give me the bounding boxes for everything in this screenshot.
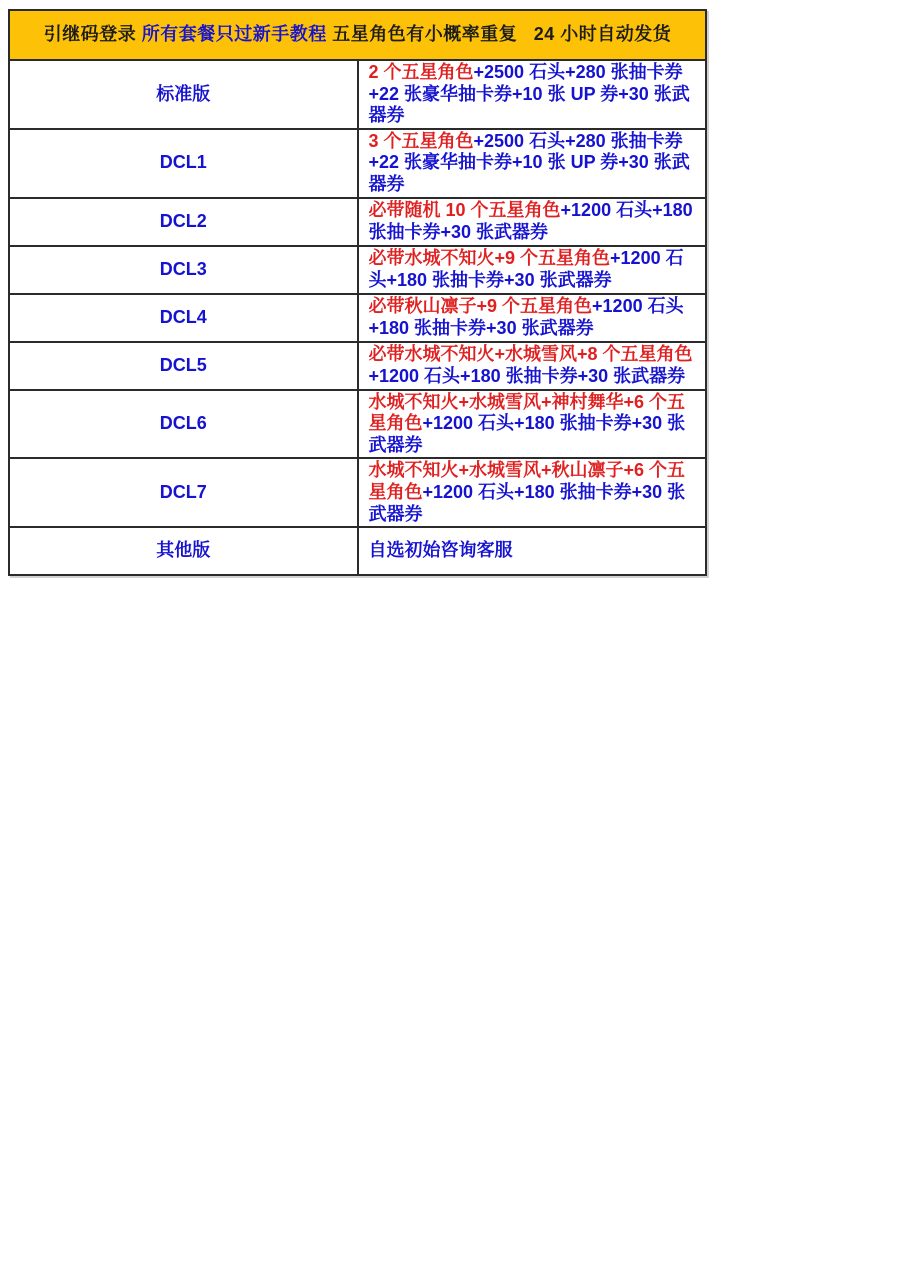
desc-red-segment: 水城不知火+水城雪风+神村舞华+6 个五星角色 (368, 391, 686, 434)
header-text-duplicate-note: 五星角色有小概率重复 (326, 24, 518, 45)
table-header (9, 10, 706, 60)
header-text-shipping-note: 24 小时自动发货 (517, 24, 672, 45)
desc-red-segment: 2 个五星角色 (368, 62, 474, 82)
header-row (9, 10, 706, 60)
row-desc-dcl1 (358, 129, 707, 198)
row-label-dcl2: DCL2 (9, 198, 358, 246)
row-label-dcl6: DCL6 (9, 390, 358, 459)
table-row (9, 60, 706, 129)
table-row (9, 342, 706, 390)
desc-blue-segment: +1200 石头+180 张抽卡券+30 张武器券 (368, 247, 684, 290)
desc-blue-segment: +1200 石头+180 张抽卡券+30 张武器券 (368, 295, 684, 338)
table-row (9, 458, 706, 527)
row-desc-dcl7 (358, 458, 707, 527)
desc-red-segment: 水城不知火+水城雪风+秋山凛子+6 个五星角色 (368, 460, 686, 502)
row-label-dcl1: DCL1 (9, 129, 358, 198)
desc-blue-segment: +1200 石头+180 张抽卡券+30 张武器券 (368, 199, 698, 242)
desc-red-segment: 必带随机 10 个五星角色 (368, 199, 561, 220)
desc-blue-segment: +2500 石头+280 张抽卡券+22 张豪华抽卡券+10 张 UP 券+30 张武器券 (368, 130, 690, 194)
desc-blue-segment: +1200 石头+180 张抽卡券+30 张武器券 (368, 413, 686, 455)
row-desc-dcl4 (358, 294, 707, 342)
row-desc-standard (358, 60, 707, 129)
desc-blue-segment: +1200 石头+180 张抽卡券+30 张武器券 (368, 365, 686, 386)
table-row (9, 390, 706, 459)
price-table (8, 9, 707, 576)
row-label-other: 其他版 (9, 527, 358, 575)
table-row (9, 294, 706, 342)
row-label-dcl5: DCL5 (9, 342, 358, 390)
desc-red-segment: 3 个五星角色 (368, 130, 474, 151)
header-text-tutorial-note: 所有套餐只过新手教程 (141, 24, 327, 45)
desc-blue-segment: +1200 石头+180 张抽卡券+30 张武器券 (368, 481, 686, 524)
desc-red-segment: 必带水城不知火+9 个五星角色 (368, 247, 611, 268)
table-row (9, 246, 706, 294)
table-row (9, 198, 706, 246)
row-desc-dcl3 (358, 246, 707, 294)
desc-red-segment: 必带水城不知火+水城雪风+8 个五星角色 (368, 343, 693, 364)
table-row (9, 527, 706, 575)
row-label-standard: 标准版 (9, 60, 358, 129)
row-label-dcl3: DCL3 (9, 246, 358, 294)
row-label-dcl4: DCL4 (9, 294, 358, 342)
header-text-login: 引继码登录 (43, 24, 142, 45)
row-desc-dcl2 (358, 198, 707, 246)
table-row (9, 129, 706, 198)
row-label-dcl7: DCL7 (9, 458, 358, 527)
row-desc-other (358, 527, 707, 575)
desc-blue-segment: +2500 石头+280 张抽卡券+22 张豪华抽卡券+10 张 UP 券+30 张武器券 (368, 62, 690, 126)
desc-blue-segment: 自选初始咨询客服 (368, 540, 513, 561)
row-desc-dcl6 (358, 390, 707, 459)
desc-red-segment: 必带秋山凛子+9 个五星角色 (368, 295, 593, 316)
row-desc-dcl5 (358, 342, 707, 390)
